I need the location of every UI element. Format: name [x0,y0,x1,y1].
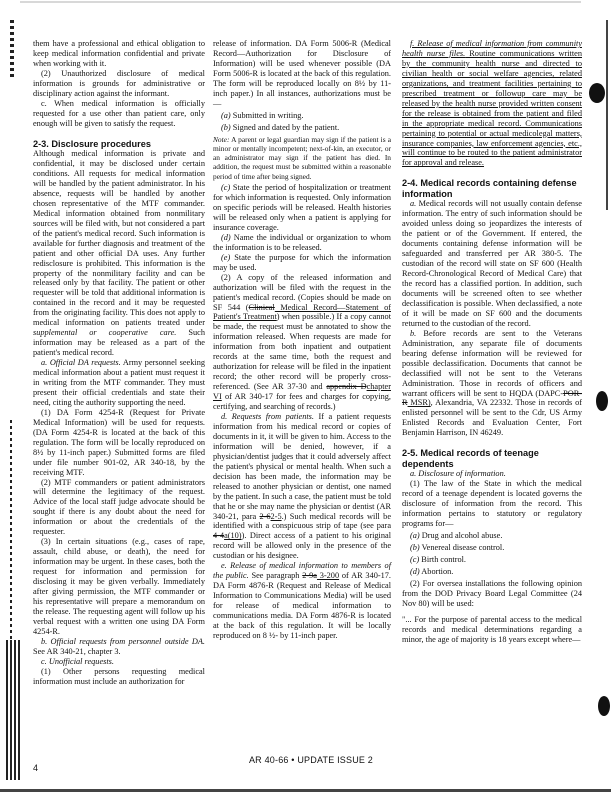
text: Submitted in writing. [230,110,304,120]
text: See paragraph [248,571,303,581]
paragraph [33,637,205,657]
text: Routine communications written by the community health nurse and directed to civilian health or social welfare agencies, related organizations, and treatment facilities pertaining to prescribed treatment or followup care may be released by the health nurse provided written consent for the release is obtained from the patient and filed in the appropriate medical record. Communications pertaining to potential or actual medicolegal matters, insurance companies, law enforcement agencies, etc., will continue to be routed to the patient administrator for approval and release. [402,48,582,168]
section-heading: 2-4. Medical records containing defense information [402,178,577,199]
revised-text: a(10) [224,531,242,541]
paragraph [33,657,205,667]
footer-title: AR 40-66 • UPDATE ISSUE 2 [248,755,374,765]
struck-text: Clinical [248,302,275,312]
text: Medical records will not usually contain defense information. The entry of such information should be avoided unless doing so jeopardizes the interests of the patient or of the Government. If entered, the documents containing defense information will be safeguarded and transferred per AR 380-5. The custodian of the record will state on SF 600 (Health Record-Chronological Record of Medical Care) that the record has a classified portion. In addition, such documents will be screened often to see whether declassification is possible. When declassified, a note of it will be made on SF 600 and the documents returned to the custodian of the record. [402,199,582,328]
subsection-label: a. Official DA requests. [41,358,121,368]
column-1 [33,39,205,687]
paragraph [213,183,391,233]
list-marker: (c) [410,554,420,564]
text: ). Direct access of a patient to his original record will be allowed only in the presence of the custodian or his designee. [213,531,391,561]
text: Birth control. [419,554,466,564]
text: Name the individual or organization to whom the information is to be released. [213,232,391,252]
list-item [402,567,582,577]
paragraph [402,199,582,328]
struck-text: 2-9a [302,571,317,581]
revised-text: 2-5 [270,511,282,521]
list-marker: (d) [410,566,420,576]
column-2 [213,39,391,641]
paragraph [213,253,391,273]
column-3 [402,39,582,645]
quotation: "... For the purpose of parental access to the medical records and medical determinations regarding a minor, the age of majority is 18 years except where— [402,614,582,644]
list-item [402,543,582,553]
text: A parent or legal guardian may sign if the patient is a minor or mentally incompetent; next-of-kin, an executor, or an administrator may sign if the patient has died. In addition, the request must be submitted within a reasonable period of time after being signed. [213,134,391,181]
revised-text: chapter VI [213,382,391,402]
text: of AR 340-17 for fees and charges for copying, certifying, and searching of records.) [213,392,391,412]
text: .) Such medical records will be identified with a conspicuous strip of tape (see para [213,511,391,531]
paragraph: (1) Other persons requesting medical information must include an authorization for [33,666,205,686]
text: of AR 340-17. DA Form 4876-R (Request and Release of Medical Information to Communications Media) will be used for release of medical information to communications media. DA Form 4876-R is located at the back of this regulation. It will be locally reproduced on 8 ½- by 11-inch paper. [213,571,391,640]
list-item [213,123,391,133]
list-marker: (c) [221,183,231,193]
revised-text: Medical Record—Statement of Patient's Treatment [213,302,391,322]
page-number: 4 [33,763,39,773]
scan-left-edge-shadow [6,640,20,780]
list-item [213,111,391,121]
section-heading: 2-5. Medical records of teenage dependents [402,448,539,469]
text: Abortion. [419,566,454,576]
paragraph [402,329,582,438]
binder-hole [596,391,608,411]
struck-text: 4-4 [213,531,225,541]
subsection-label: f. Release of medical information from community health nurse files. [402,39,582,58]
binder-hole [589,83,605,103]
list-marker: (b) [221,122,231,132]
list-marker: (a) [221,110,231,120]
paragraph [213,273,391,412]
paragraph [213,233,391,253]
text: , Alexandria, VA 22332. Those in records of enlisted personnel will be sent to the Cdr, US Army Enlisted Records and Evaluation Center, Fort Benjamin Harrison, IN 46249. [402,398,582,438]
list-marker: (e) [221,252,231,262]
text: State the purpose for which the information may be used. [213,252,391,272]
scan-left-edge-mark [10,20,14,80]
paragraph: (1) DA Form 4254-R (Request for Private Medical Information) will be used for requests. (DA Form 4254-R is located at the back of this regulation. The form will be locally reproduced on 8½ by 11-inch paper.) Submitted forms are filed under file number 901-02, AR 340-18, by the receiving MTF. [33,407,205,477]
list-item [402,531,582,541]
binder-hole [598,696,610,716]
paragraph: (1) The law of the State in which the medical record of a teenage dependent is located governs the disclosure of information from the record. This information pertains to statutory or regulatory programs for— [402,479,582,529]
revised-block [402,39,582,168]
paragraph: (2) MTF commanders or patient administrators will determine the legitimacy of the request. Advice of the local staff judge advocate should be sought if there is any doubt about the need for information or about the credentials of the requester. [33,477,205,537]
struck-text: appendix D [326,382,367,392]
subsection-label: b. [410,328,417,338]
paragraph [402,469,582,479]
struck-text: POR-R [402,388,582,408]
text: ) when possible.) If a copy cannot be made, the request must be annotated to show the information released. When requests are made for information from both inpatient and outpatient records at the same time, both the request and authorization for release will be filed in the inpatient record; the other record will be properly cross-referenced. (See AR 37-30 and [213,312,391,392]
paragraph: them have a professional and ethical obligation to keep medical information confidential and private when working with it. [33,39,205,68]
subsection-label: a. [410,199,417,209]
paragraph: (2) Unauthorized disclosure of medical information is grounds for administrative or disciplinary action against the informant. [33,68,205,98]
revised-text: 3-200 [316,571,340,581]
italic-text: supplemental or cooperative care. [33,328,177,338]
scan-left-edge-mark [10,420,12,660]
list-marker: (d) [221,232,231,242]
subsection-label: e. Release of medical information to members of the public. [213,561,391,581]
text: Venereal disease control. [419,542,505,552]
text: Such information may be released as a part of the patient's medical record. [33,328,205,358]
paragraph: (3) In certain situations (e.g., cases of rape, assault, child abuse, or death), the need for information may be urgent. In these cases, both the request for information and permission for disclosing it may be given verbally. Immediately after giving permission, the MTF commander or his representative will prepare a memorandum on the release. The requesting agent will follow up his verbal request with a written one using DA Form 4254-R. [33,537,205,636]
subsection-label: d. Requests from patients. [221,411,314,421]
text: Before records are sent to the Veterans Administration, any separate file of documents bearing defense information will be reviewed for possible declassification. Documents that cannot be declassified will not be sent to the Veterans Administration. Those in records of officers and warrant officers will be sent to HQDA (DAPC- [402,328,582,398]
subsection-label: a. Disclosure of information. [410,469,506,479]
list-marker: (a) [410,530,420,540]
struck-text: 2-6 [259,511,271,521]
text: See AR 340-21, chapter 3. [33,646,121,656]
note-label: Note: [213,134,230,144]
paragraph [402,39,582,168]
text: Army personnel seeking medical information about a patient must request it in writing from the MTF commander. They must present their official credentials and state their need, citing the authority supporting the need. [33,358,205,407]
subsection-label: c. Unofficial requests. [41,656,114,666]
paragraph [33,149,205,358]
subsection-label: b. Official requests from personnel outside DA. [41,636,205,646]
revised-text: MSR) [407,398,431,408]
text: Although medical information is private and confidential, it may be disclosed under certain conditions. All requests for medical information will be handled by the patient administrator. In his absence, requests will be handled by another chosen representative of the MTF commander. Medical information obtained from nonmilitary sources will be filed with, but not considered a part of the patient's medical record. Such information is available for further diagnosis and treatment of the patient and other official DA uses. Any further redisclosure is prohibited. This information is the property of the nonmilitary facility and can be released only by that facility. The patient or other requester will be told that additional information is contained in the record and it may be requested from the originating facility. This does not apply to medical information on patients treated under [33,149,205,328]
paragraph: (2) For oversea installations the following opinion from the DOD Privacy Board Legal Committee (24 Nov 80) will be used: [402,578,582,608]
text: (2) A copy of the released information and authorization will be filed with the request in the patient's medical record. (Copies should be made on SF 544 ( [213,272,391,312]
text: State the period of hospitalization or treatment for which information is requested. Only information on specific periods will be released. Health histories will be released only when a patient is applying for insurance coverage. [213,183,391,232]
scan-top-edge [20,1,581,3]
paragraph [33,358,205,408]
text: Drug and alcohol abuse. [419,530,503,540]
note [213,135,391,181]
paragraph [213,561,391,641]
section-heading: 2-3. Disclosure procedures [33,138,151,149]
scan-right-edge [606,20,608,210]
list-item [402,555,582,565]
paragraph: c. When medical information is officially requested for a use other than patient care, only enough will be given to satisfy the request. [33,98,205,128]
paragraph: release of information. DA Form 5006-R (Medical Record—Authorization for Disclosure of Information) will be used whenever possible (DA Form 5006-R is located at the back of this regulation. The form will be reproduced locally on 8½ by 11-inch paper.) In all instances, authorizations must be— [213,39,391,108]
text: Signed and dated by the patient. [230,122,340,132]
paragraph [213,412,391,561]
list-marker: (b) [410,542,420,552]
text: If a patient requests information from his medical record or copies of documents in it, it will be given to him. Access to the information will be denied, however, if a physician/dentist judges that it could adversely affect the patient's physical or mental health. When such a decision has been made, the information may be released to another physician or dentist, one named by the patient. In such a case, the patient must be told that he or she may name the physician or dentist (AR 340-21, para [213,411,391,521]
